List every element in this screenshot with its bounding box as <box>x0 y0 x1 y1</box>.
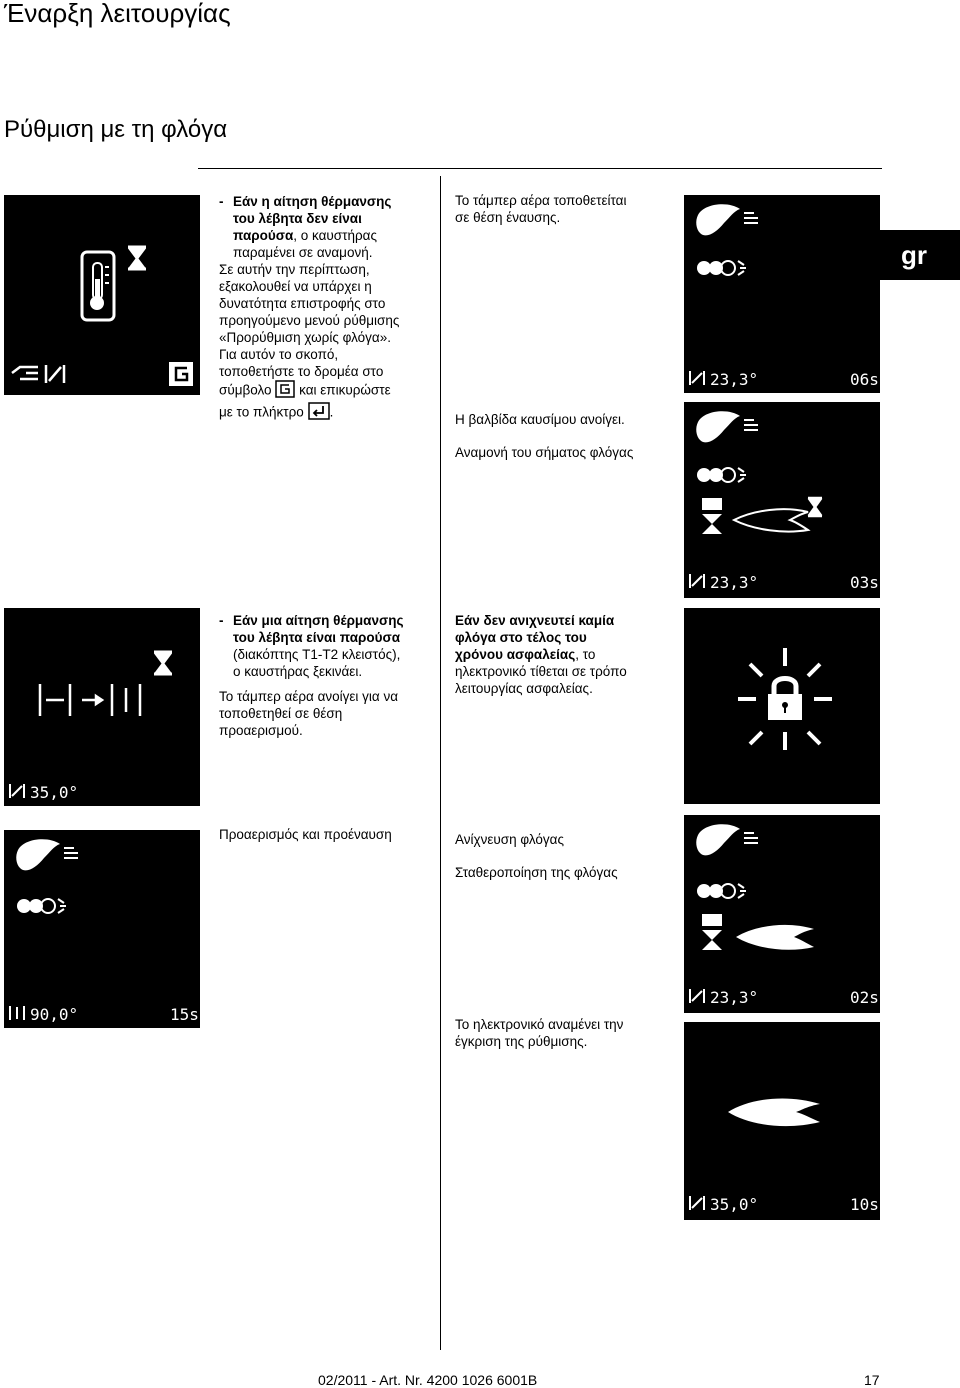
level-bars-icon <box>744 213 758 223</box>
safety-line-3-bold: χρόνου ασφαλείας <box>455 647 576 662</box>
damper-open-icon <box>10 1006 24 1020</box>
display-start <box>4 608 200 806</box>
text-block-safety <box>455 612 680 697</box>
standby-line-6: εξακολουθεί να υπάρχει η <box>219 279 372 294</box>
ignition-electrodes-icon <box>697 468 735 482</box>
damper-icon <box>690 574 704 588</box>
standby-line-1: Εάν η αίτηση θέρμανσης <box>233 194 392 209</box>
standby-line-10: Για αυτόν το σκοπό, <box>219 347 339 362</box>
countdown-readout: 10s <box>850 1195 879 1214</box>
safety-line-1: Εάν δεν ανιχνευτεί καμία <box>455 613 615 628</box>
flame-outline-icon <box>734 509 808 531</box>
standby-line-3-bold: παρούσα <box>233 228 294 243</box>
display-standby <box>4 195 200 395</box>
enter-key-icon <box>308 402 330 424</box>
standby-line-7: δυνατότητα επιστροφής στο <box>219 296 386 311</box>
ignition-line-1: Το τάμπερ αέρα τοποθετείται <box>455 193 627 208</box>
standby-line-2: του λέβητα δεν είναι <box>233 211 362 226</box>
page-title: Έναρξη λειτουργίας <box>4 0 231 28</box>
damper-angle-readout: 90,0° <box>30 1005 79 1024</box>
safety-line-2: φλόγα στο τέλος του <box>455 630 587 645</box>
flame-stabilization-text: Σταθεροποίηση της φλόγας <box>455 865 618 880</box>
ignition-electrodes-icon <box>697 884 735 898</box>
footer-doc-ref: 02/2011 - Art. Nr. 4200 1026 6001B <box>318 1372 538 1388</box>
spark-icon <box>738 261 746 275</box>
ignition-electrodes-icon <box>17 899 55 913</box>
damper-icon <box>46 365 64 383</box>
standby-line-5: Σε αυτήν την περίπτωση, <box>219 262 370 277</box>
flame-detection-text: Ανίχνευση φλόγας <box>455 832 564 847</box>
flame-icon <box>696 824 740 855</box>
damper-angle-readout: 23,3° <box>710 988 759 1007</box>
level-bars-icon <box>64 848 78 858</box>
start-line-1: Εάν μια αίτηση θέρμανσης <box>233 613 404 628</box>
standby-line-13: με το πλήκτρο <box>219 404 304 420</box>
lock-icon <box>768 679 802 721</box>
section-title: Ρύθμιση με τη φλόγα <box>4 116 228 143</box>
text-block-approval <box>455 1016 680 1050</box>
flame-filled-icon <box>728 1098 820 1126</box>
standby-line-9: «Προρύθμιση χωρίς φλόγα». <box>219 330 391 345</box>
spark-icon <box>738 468 746 482</box>
waiting-flame-text: Αναμονή του σήματος φλόγας <box>455 445 634 460</box>
flame-filled-icon <box>736 925 814 950</box>
hourglass-icon <box>154 652 172 674</box>
start-line-5: Το τάμπερ αέρα ανοίγει για να <box>219 689 399 704</box>
start-line-3: (διακόπτης T1-T2 κλειστός), <box>233 647 401 662</box>
standby-line-13-end: . <box>329 404 334 420</box>
safety-line-3-rest: , το <box>575 647 596 662</box>
countdown-readout: 02s <box>850 988 879 1007</box>
safety-line-4: ηλεκτρονικό τίθεται σε τρόπο <box>455 664 627 679</box>
standby-line-8: προηγούμενο μενού ρύθμισης <box>219 313 400 328</box>
flame-icon <box>696 411 740 442</box>
display-awaiting-approval <box>684 1022 880 1220</box>
text-block-start <box>219 612 441 739</box>
text-block-ignition <box>455 192 680 226</box>
level-bars-icon <box>744 833 758 843</box>
damper-icon <box>10 784 24 798</box>
damper-angle-readout: 35,0° <box>710 1195 759 1214</box>
prepurge-text: Προαερισμός και προέναυση <box>219 827 392 842</box>
damper-icon <box>690 989 704 1003</box>
display-waiting-flame <box>684 402 880 598</box>
countdown-readout: 15s <box>170 1005 199 1024</box>
g-symbol-icon-inline <box>275 380 295 402</box>
hourglass-icon <box>808 498 822 516</box>
display-flame-detected <box>684 815 880 1013</box>
damper-angle-readout: 23,3° <box>710 370 759 389</box>
page-number: 17 <box>864 1372 880 1388</box>
display-lockout <box>684 608 880 804</box>
divider-horizontal <box>198 168 882 169</box>
hourglass-icon <box>128 247 146 269</box>
damper-icon <box>690 371 704 385</box>
start-line-2: του λέβητα είναι παρούσα <box>233 630 401 645</box>
fuel-valve-text: Η βαλβίδα καυσίμου ανοίγει. <box>455 412 625 427</box>
standby-line-12b: και επικυρώστε <box>299 382 391 398</box>
damper-angle-readout: 35,0° <box>30 783 79 802</box>
approval-line-2: έγκριση της ρύθμισης. <box>455 1034 588 1049</box>
standby-line-3-rest: , ο καυστήρας <box>293 228 377 243</box>
bullet-dash: - <box>219 194 224 209</box>
standby-line-4: παραμένει σε αναμονή. <box>233 245 373 260</box>
hand-pointer-icon <box>12 367 38 379</box>
standby-line-11: τοποθετήστε το δρομέα στο <box>219 364 384 379</box>
ignition-electrodes-icon <box>697 261 735 275</box>
display-ignition <box>684 195 880 393</box>
flame-icon <box>696 204 740 235</box>
safety-line-5: λειτουργίας ασφαλείας. <box>455 681 593 696</box>
fuel-valve-icon <box>702 914 722 950</box>
damper-opening-sequence-icon <box>40 684 140 716</box>
text-block-standby <box>219 193 439 424</box>
flame-icon <box>16 839 60 870</box>
start-line-7: προαερισμού. <box>219 723 303 738</box>
damper-angle-readout: 23,3° <box>710 573 759 592</box>
spark-icon <box>738 884 746 898</box>
damper-icon <box>690 1196 704 1210</box>
display-prepurge <box>4 830 200 1028</box>
approval-line-1: Το ηλεκτρονικό αναμένει την <box>455 1017 624 1032</box>
level-bars-icon <box>744 420 758 430</box>
thermometer-icon <box>82 252 114 320</box>
start-line-6: τοποθετηθεί σε θέση <box>219 706 343 721</box>
display-standby-graphics <box>4 195 200 395</box>
g-symbol-icon <box>169 362 193 386</box>
spark-icon <box>58 899 66 913</box>
divider-vertical <box>440 176 441 1350</box>
ignition-line-2: σε θέση έναυσης. <box>455 210 561 225</box>
countdown-readout: 03s <box>850 573 879 592</box>
countdown-readout: 06s <box>850 370 879 389</box>
bullet-dash: - <box>219 613 224 628</box>
start-line-4: ο καυστήρας ξεκινάει. <box>233 664 363 679</box>
language-tag: gr <box>868 230 960 280</box>
standby-line-12a: σύμβολο <box>219 382 272 398</box>
fuel-valve-icon <box>702 498 722 534</box>
